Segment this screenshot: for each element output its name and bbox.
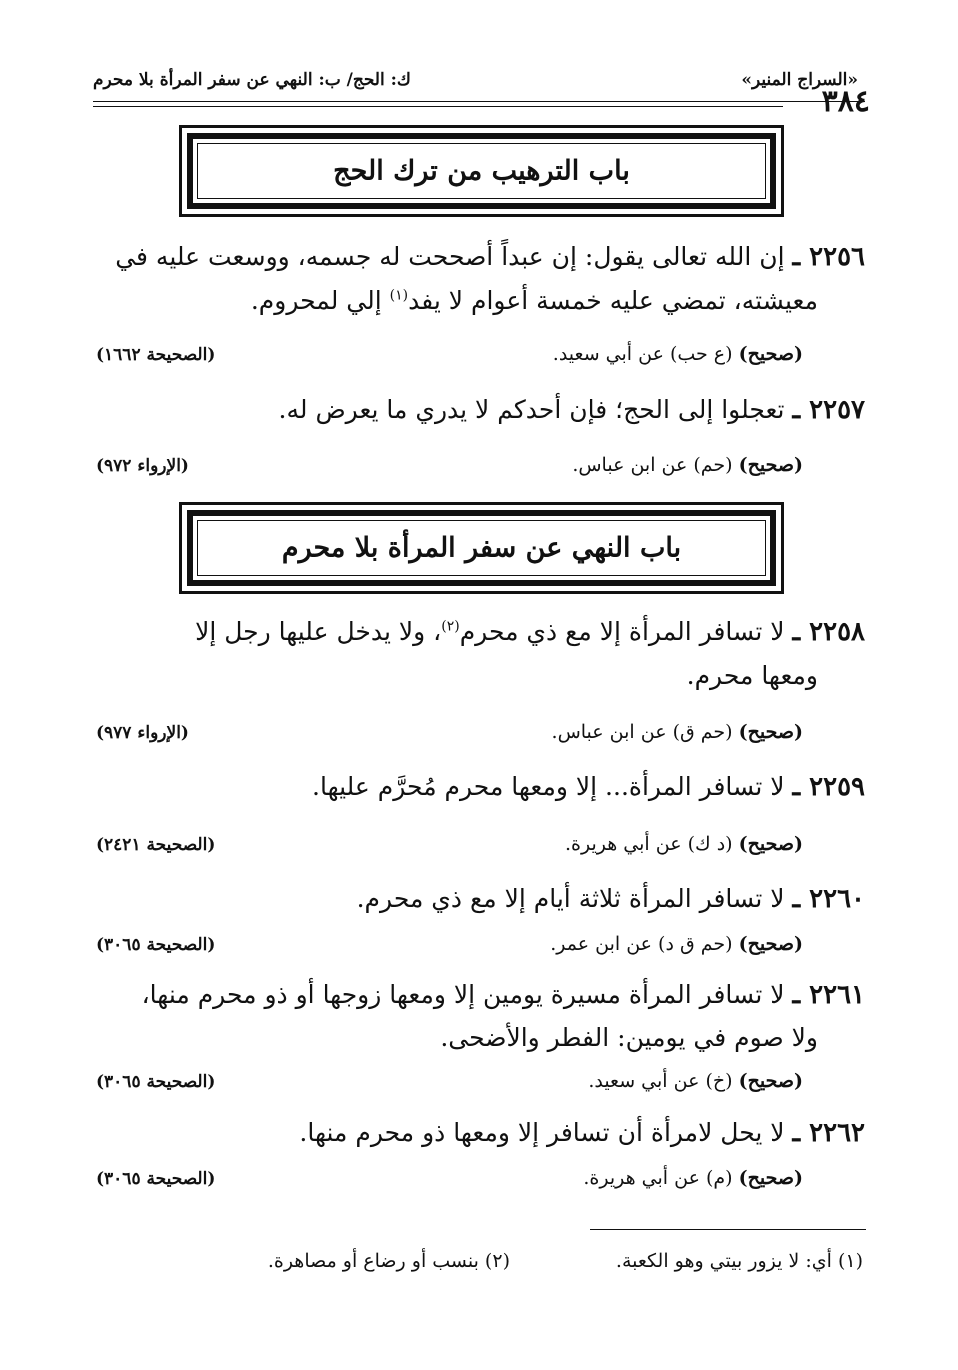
hadith-grade: (صحيح) xyxy=(738,933,803,955)
hadith-grade-line xyxy=(565,833,803,855)
hadith-text: لا تسافر المرأة... إلا ومعها محرم مُحرَّم عليها. xyxy=(312,772,785,801)
hadith-reference: (الإرواء ٩٧٧) xyxy=(96,723,189,743)
book-title: «السراج المنير» xyxy=(741,70,858,90)
hadith-number: ٢٢٥٨ ـ xyxy=(792,617,865,647)
hadith-reference: (الصحيحة ٢٤٢١) xyxy=(96,835,216,855)
hadith-number: ٢٢٦٢ ـ xyxy=(792,1118,865,1148)
hadith-number: ٢٢٥٧ ـ xyxy=(792,395,865,425)
hadith-grade-line xyxy=(572,454,803,476)
hadith-grade: (صحيح) xyxy=(738,1070,803,1092)
hadith-text: لا يحل لامرأة أن تسافر إلا ومعها ذو محرم منها. xyxy=(299,1118,785,1147)
hadith-text: تعجلوا إلى الحج؛ فإن أحدكم لا يدري ما يعرض له. xyxy=(278,395,785,424)
hadith-number: ٢٢٦١ ـ xyxy=(792,980,865,1010)
section-title-box xyxy=(179,125,784,217)
page-number: ٣٨٤ xyxy=(821,84,870,119)
hadith-text: ، ولا يدخل عليها رجل إلا xyxy=(195,617,442,646)
section-title: باب النهي عن سفر المرأة بلا محرم xyxy=(281,532,682,564)
hadith-line xyxy=(93,240,865,274)
hadith-line xyxy=(93,1116,865,1150)
hadith-grade-line xyxy=(552,721,803,743)
hadith-text: ومعها محرم. xyxy=(686,661,818,690)
hadith-line xyxy=(93,882,865,916)
hadith-source: (م) عن أبي هريرة. xyxy=(583,1167,739,1189)
hadith-line xyxy=(93,659,818,693)
hadith-grade-line xyxy=(583,1167,803,1189)
hadith-grade: (صحيح) xyxy=(738,833,803,855)
header-rule-lower xyxy=(93,106,783,107)
hadith-source: (حم ق د) عن ابن عمر. xyxy=(550,933,739,955)
hadith-line xyxy=(93,284,818,318)
hadith-reference: (الصحيحة ٣٠٦٥) xyxy=(96,1072,216,1092)
hadith-text: لا تسافر المرأة ثلاثة أيام إلا مع ذي محرم. xyxy=(356,884,785,913)
hadith-grade: (صحيح) xyxy=(738,454,803,476)
hadith-source: (ع حب) عن أبي سعيد. xyxy=(552,343,739,365)
hadith-text: معيشته، تمضي عليه خمسة أعوام لا يفد xyxy=(408,286,818,315)
hadith-line xyxy=(93,770,865,804)
footnote: (٢) بنسب أو رضاع أو مصاهرة. xyxy=(267,1250,510,1272)
hadith-text: إلي لمحروم. xyxy=(250,286,390,315)
hadith-source: (حم ق) عن ابن عباس. xyxy=(551,721,739,743)
hadith-reference: (الصحيحة ١٦٦٢) xyxy=(96,345,216,365)
hadith-number: ٢٢٥٩ ـ xyxy=(792,772,865,802)
chapter-path: ك: الحج/ ب: النهي عن سفر المرأة بلا محرم xyxy=(93,70,411,90)
footnote-rule xyxy=(590,1229,866,1230)
header-rule xyxy=(93,101,865,102)
hadith-number: ٢٢٥٦ ـ xyxy=(792,242,865,272)
hadith-reference: (الصحيحة ٣٠٦٥) xyxy=(96,1169,216,1189)
hadith-number: ٢٢٦٠ ـ xyxy=(792,884,865,914)
hadith-text: لا تسافر المرأة مسيرة يومين إلا ومعها زوجها أو ذو محرم منها، xyxy=(141,980,785,1009)
section-title: باب الترهيب من ترك الحج xyxy=(333,155,630,187)
hadith-grade-line xyxy=(550,933,803,955)
hadith-source: (خ) عن أبي سعيد. xyxy=(588,1070,739,1092)
hadith-text: ولا صوم في يومين: الفطر والأضحى. xyxy=(440,1023,818,1052)
footnote-mark[interactable]: (١) xyxy=(389,287,409,304)
hadith-grade: (صحيح) xyxy=(738,721,803,743)
hadith-line xyxy=(93,978,865,1012)
footnote: (١) أي: لا يزور بيتي وهو الكعبة. xyxy=(615,1250,863,1272)
hadith-grade: (صحيح) xyxy=(738,1167,803,1189)
hadith-line xyxy=(93,393,865,427)
hadith-reference: (الصحيحة ٣٠٦٥) xyxy=(96,935,216,955)
hadith-source: (د ك) عن أبي هريرة. xyxy=(564,833,739,855)
hadith-source: (حم) عن ابن عباس. xyxy=(572,454,739,476)
section-title-box xyxy=(179,502,784,594)
hadith-line xyxy=(93,1021,818,1055)
hadith-grade-line xyxy=(588,1070,803,1092)
hadith-text: لا تسافر المرأة إلا مع ذي محرم xyxy=(459,617,785,646)
hadith-grade: (صحيح) xyxy=(738,343,803,365)
hadith-reference: (الإرواء ٩٧٢) xyxy=(96,456,189,476)
hadith-grade-line xyxy=(553,343,803,365)
footnote-mark[interactable]: (٢) xyxy=(441,618,460,635)
hadith-text: إن الله تعالى يقول: إن عبداً أصححت له جسمه، ووسعت عليه في xyxy=(115,242,785,271)
hadith-line xyxy=(93,615,865,649)
